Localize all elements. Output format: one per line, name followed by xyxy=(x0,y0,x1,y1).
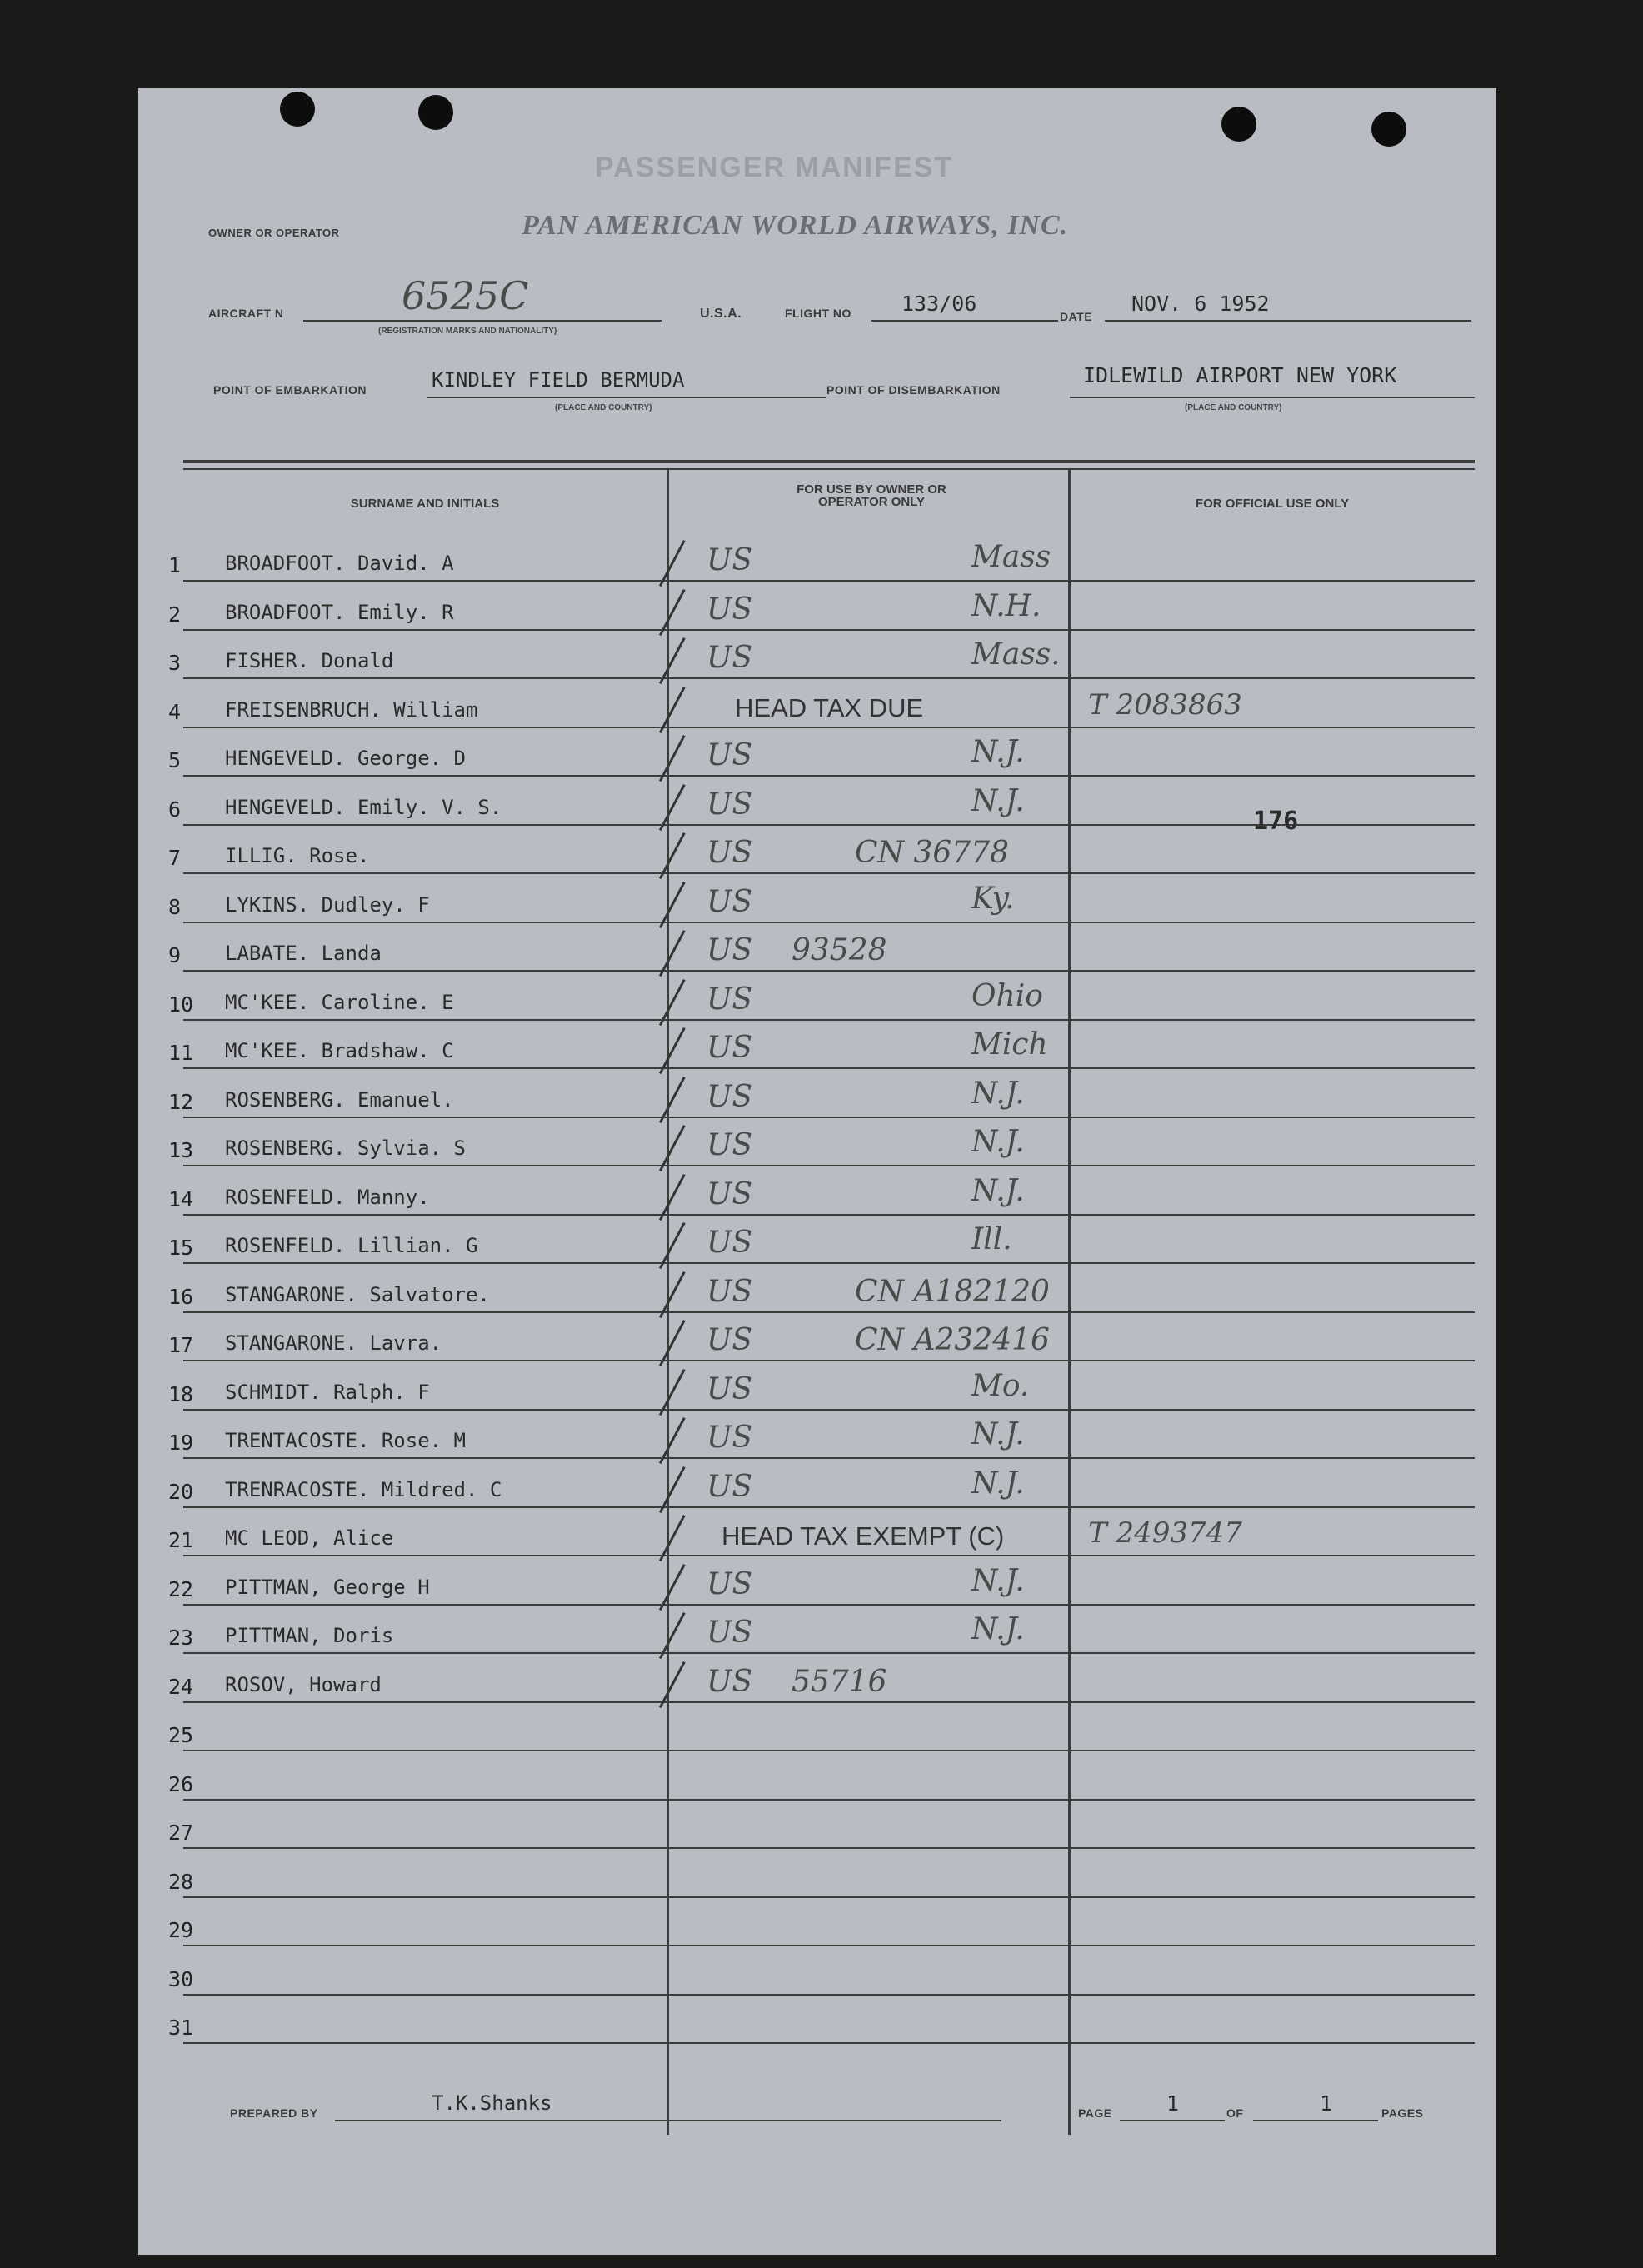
official-note: 176 xyxy=(1253,807,1299,836)
flight-label: FLIGHT NO xyxy=(785,307,851,320)
nationality-mark: US xyxy=(707,1616,753,1650)
punch-hole xyxy=(280,92,315,127)
row-rule xyxy=(183,1604,1475,1606)
row-rule xyxy=(183,970,1475,972)
punch-hole xyxy=(418,95,453,130)
column-header-name: SURNAME AND INITIALS xyxy=(350,497,500,511)
nationality-mark: US xyxy=(707,1128,753,1162)
nationality-mark: US xyxy=(707,543,753,577)
embarkation-label: POINT OF EMBARKATION xyxy=(213,383,367,397)
passenger-name: PITTMAN, George H xyxy=(225,1576,430,1599)
nationality-mark: US xyxy=(707,1372,753,1406)
passenger-name: LYKINS. Dudley. F xyxy=(225,893,430,917)
row-number: 19 xyxy=(168,1431,194,1455)
state-mark: N.J. xyxy=(971,1125,1025,1159)
row-rule xyxy=(183,872,1475,874)
row-number: 30 xyxy=(168,1967,194,1991)
row-number: 2 xyxy=(168,602,182,627)
state-mark: N.J. xyxy=(971,1564,1025,1598)
row-rule xyxy=(183,922,1475,923)
row-rule xyxy=(183,1165,1475,1166)
state-mark: N.J. xyxy=(971,1466,1025,1501)
row-number: 18 xyxy=(168,1382,194,1406)
row-number: 20 xyxy=(168,1480,194,1504)
row-rule xyxy=(183,629,1475,631)
state-mark: Ohio xyxy=(971,979,1043,1013)
row-number: 15 xyxy=(168,1236,194,1260)
row-number: 9 xyxy=(168,943,182,967)
date-label: DATE xyxy=(1060,310,1093,323)
row-rule xyxy=(183,1701,1475,1703)
passenger-name: PITTMAN, Doris xyxy=(225,1624,394,1647)
passenger-name: BROADFOOT. Emily. R xyxy=(225,601,454,624)
nationality-mark: US xyxy=(707,1323,753,1357)
row-number: 26 xyxy=(168,1772,194,1796)
official-number: T 2083863 xyxy=(1088,688,1242,722)
row-rule xyxy=(183,1555,1475,1556)
nationality-mark: US xyxy=(707,836,753,870)
nationality-mark: US xyxy=(707,1080,753,1114)
official-number: T 2493747 xyxy=(1088,1516,1242,1550)
aircraft-label: AIRCRAFT N xyxy=(208,307,284,320)
passenger-name: TRENRACOSTE. Mildred. C xyxy=(225,1478,502,1501)
page-count: 1 xyxy=(1320,2091,1333,2116)
row-number: 14 xyxy=(168,1187,194,1211)
row-rule xyxy=(183,1799,1475,1801)
state-mark: N.J. xyxy=(971,784,1025,818)
punch-hole xyxy=(1371,112,1406,147)
passenger-name: ROSENBERG. Emanuel. xyxy=(225,1088,454,1112)
row-rule xyxy=(183,1019,1475,1021)
nationality-mark: US xyxy=(707,1177,753,1211)
nationality-mark: US xyxy=(707,1226,753,1260)
row-number: 16 xyxy=(168,1285,194,1309)
nationality-mark: US xyxy=(707,933,753,967)
nationality-mark: US xyxy=(707,1421,753,1455)
disembarkation-label: POINT OF DISEMBARKATION xyxy=(826,383,1001,397)
page-label: PAGE xyxy=(1078,2106,1112,2120)
nationality: U.S.A. xyxy=(700,307,742,321)
nationality-mark: US xyxy=(707,1031,753,1065)
column-header-official-use: FOR OFFICIAL USE ONLY xyxy=(1195,497,1350,511)
row-rule xyxy=(183,1652,1475,1654)
passenger-name: ROSENBERG. Sylvia. S xyxy=(225,1136,466,1160)
passenger-name: FISHER. Donald xyxy=(225,649,394,672)
row-number: 29 xyxy=(168,1918,194,1942)
state-mark: N.J. xyxy=(971,1077,1025,1111)
row-number: 27 xyxy=(168,1821,194,1845)
row-rule xyxy=(183,1994,1475,1996)
owner-name: PAN AMERICAN WORLD AIRWAYS, INC. xyxy=(522,210,1069,241)
state-mark: Mass. xyxy=(971,637,1061,672)
passenger-name: MC'KEE. Caroline. E xyxy=(225,991,454,1014)
row-rule xyxy=(183,1067,1475,1069)
passenger-name: FREISENBRUCH. William xyxy=(225,698,478,722)
pages-label: PAGES xyxy=(1381,2106,1424,2120)
nationality-mark: US xyxy=(707,787,753,822)
row-rule xyxy=(183,677,1475,679)
document-number: CN 36778 xyxy=(855,836,1010,870)
nationality-mark: US xyxy=(707,641,753,675)
row-number: 7 xyxy=(168,846,182,870)
row-number: 4 xyxy=(168,700,182,724)
owner-label: OWNER OR OPERATOR xyxy=(208,227,340,239)
passenger-name: MC'KEE. Bradshaw. C xyxy=(225,1039,454,1062)
document-number: CN A232416 xyxy=(855,1323,1050,1357)
nationality-mark: US xyxy=(707,592,753,627)
passenger-name: ROSENFELD. Lillian. G xyxy=(225,1234,478,1257)
row-number: 5 xyxy=(168,748,182,772)
punch-hole xyxy=(1221,107,1256,142)
passenger-name: SCHMIDT. Ralph. F xyxy=(225,1381,430,1404)
state-mark: Mass xyxy=(971,540,1051,574)
nationality-mark: US xyxy=(707,885,753,919)
aircraft-number: 6525C xyxy=(402,273,529,318)
column-header-owner-use: FOR USE BY OWNER OR OPERATOR ONLY xyxy=(797,482,946,509)
nationality-mark: US xyxy=(707,982,753,1017)
tax-stamp: HEAD TAX EXEMPT (C) xyxy=(722,1521,1005,1551)
disembarkation-point: IDLEWILD AIRPORT NEW YORK xyxy=(1083,363,1397,387)
row-number: 31 xyxy=(168,2016,194,2040)
state-mark: N.H. xyxy=(971,589,1041,623)
passenger-name: HENGEVELD. Emily. V. S. xyxy=(225,796,502,819)
state-mark: N.J. xyxy=(971,735,1025,769)
row-rule xyxy=(183,1750,1475,1751)
row-rule xyxy=(183,580,1475,582)
row-rule xyxy=(183,1945,1475,1946)
document-number: 93528 xyxy=(792,933,887,967)
row-number: 8 xyxy=(168,895,182,919)
state-mark: N.J. xyxy=(971,1417,1025,1451)
nationality-mark: US xyxy=(707,1470,753,1504)
state-mark: Ill. xyxy=(971,1222,1012,1256)
passenger-name: ROSENFELD. Manny. xyxy=(225,1186,430,1209)
embarkation-point: KINDLEY FIELD BERMUDA xyxy=(432,368,685,392)
passenger-name: ROSOV, Howard xyxy=(225,1673,382,1696)
passenger-name: STANGARONE. Lavra. xyxy=(225,1331,442,1355)
row-rule xyxy=(183,1214,1475,1216)
passenger-name: ILLIG. Rose. xyxy=(225,844,370,867)
row-number: 1 xyxy=(168,553,182,577)
embarkation-place-note: (PLACE AND COUNTRY) xyxy=(555,403,652,412)
prepared-by-label: PREPARED BY xyxy=(230,2106,318,2120)
row-number: 25 xyxy=(168,1723,194,1747)
document-number: 55716 xyxy=(792,1665,887,1699)
row-rule xyxy=(183,1311,1475,1313)
row-rule xyxy=(183,1409,1475,1411)
row-rule xyxy=(183,1847,1475,1849)
manifest-sheet xyxy=(138,88,1496,2255)
disembarkation-place-note: (PLACE AND COUNTRY) xyxy=(1185,403,1282,412)
passenger-name: LABATE. Landa xyxy=(225,942,382,965)
passenger-name: HENGEVELD. George. D xyxy=(225,747,466,770)
state-mark: N.J. xyxy=(971,1612,1025,1646)
row-rule xyxy=(183,1360,1475,1361)
state-mark: Mich xyxy=(971,1027,1048,1062)
row-number: 10 xyxy=(168,992,194,1017)
row-number: 12 xyxy=(168,1090,194,1114)
row-number: 23 xyxy=(168,1626,194,1650)
row-number: 22 xyxy=(168,1577,194,1601)
row-rule xyxy=(183,775,1475,777)
manifest-title: PASSENGER MANIFEST xyxy=(595,152,954,183)
prepared-by: T.K.Shanks xyxy=(432,2091,552,2115)
state-mark: Mo. xyxy=(971,1369,1030,1403)
row-number: 24 xyxy=(168,1675,194,1699)
row-rule xyxy=(183,1262,1475,1264)
nationality-mark: US xyxy=(707,1665,753,1699)
row-number: 17 xyxy=(168,1333,194,1357)
row-number: 28 xyxy=(168,1870,194,1894)
row-rule xyxy=(183,1117,1475,1118)
row-rule xyxy=(183,1896,1475,1898)
nationality-mark: US xyxy=(707,1275,753,1309)
document-number: CN A182120 xyxy=(855,1275,1050,1309)
nationality-mark: US xyxy=(707,738,753,772)
row-number: 11 xyxy=(168,1041,194,1065)
row-number: 21 xyxy=(168,1528,194,1552)
row-number: 6 xyxy=(168,797,182,822)
nationality-mark: US xyxy=(707,1567,753,1601)
tax-stamp: HEAD TAX DUE xyxy=(735,693,924,722)
of-label: OF xyxy=(1226,2106,1244,2120)
page-number: 1 xyxy=(1166,2091,1180,2116)
flight-number: 133/06 xyxy=(901,292,977,316)
row-rule xyxy=(183,727,1475,728)
aircraft-note: (REGISTRATION MARKS AND NATIONALITY) xyxy=(378,327,557,336)
passenger-name: STANGARONE. Salvatore. xyxy=(225,1283,490,1306)
row-rule xyxy=(183,2042,1475,2044)
passenger-name: TRENTACOSTE. Rose. M xyxy=(225,1429,466,1452)
flight-date: NOV. 6 1952 xyxy=(1131,292,1270,316)
state-mark: N.J. xyxy=(971,1174,1025,1208)
row-number: 3 xyxy=(168,651,182,675)
passenger-name: MC LEOD, Alice xyxy=(225,1526,394,1550)
passenger-name: BROADFOOT. David. A xyxy=(225,552,454,575)
state-mark: Ky. xyxy=(971,882,1015,916)
row-rule xyxy=(183,1506,1475,1508)
row-rule xyxy=(183,1457,1475,1459)
row-number: 13 xyxy=(168,1138,194,1162)
